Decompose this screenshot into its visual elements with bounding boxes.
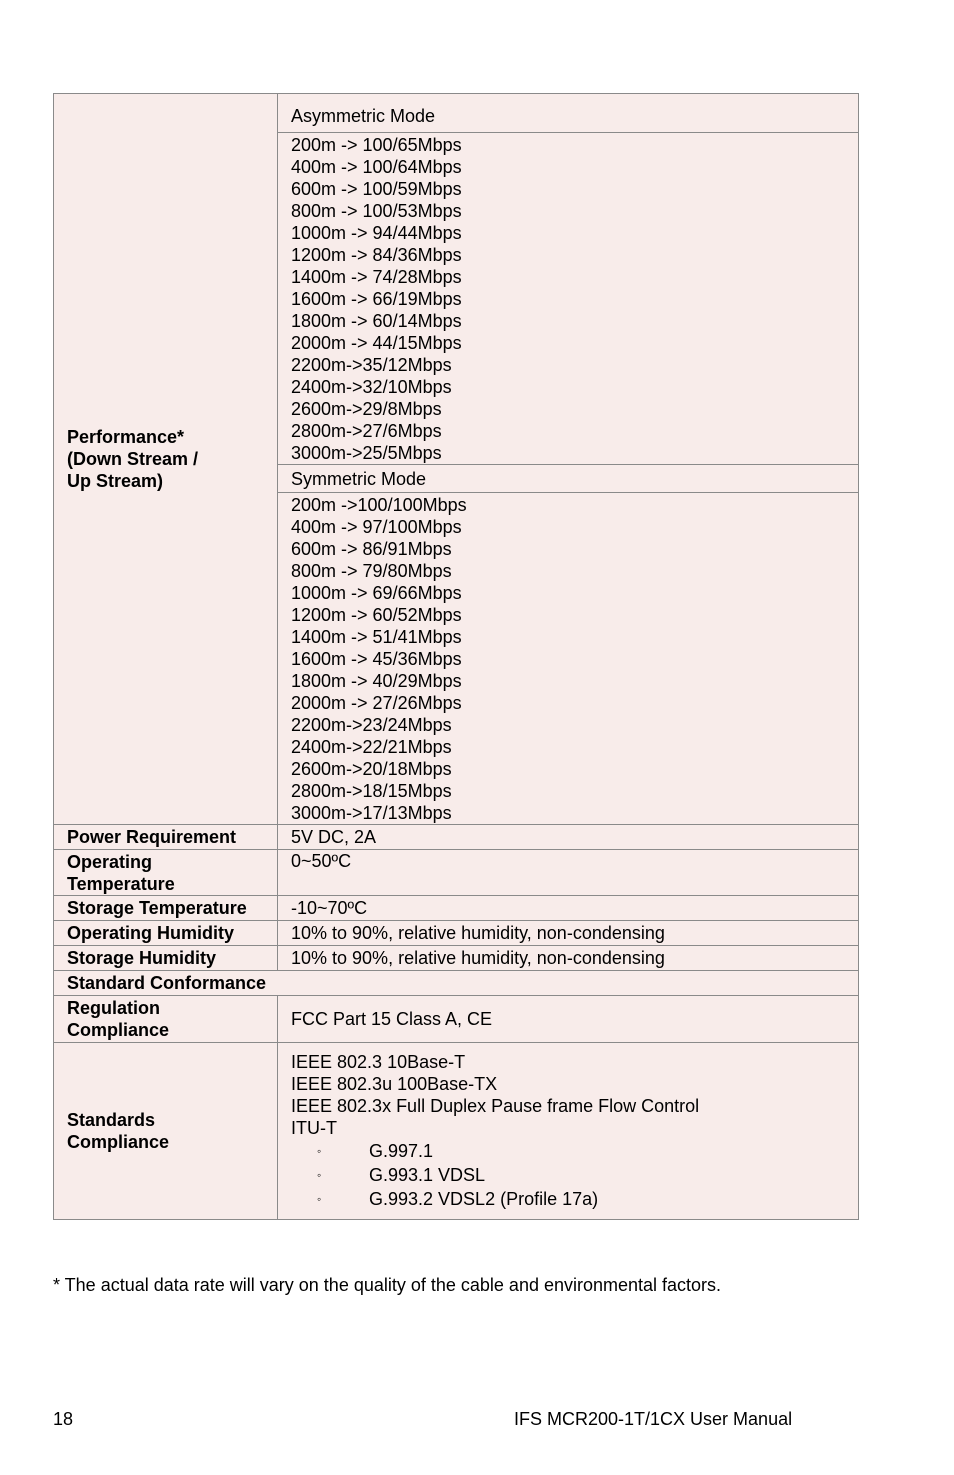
rate-line: 200m ->100/100Mbps <box>291 495 467 515</box>
rate-line: 2200m->23/24Mbps <box>291 715 452 735</box>
rate-line: 2600m->20/18Mbps <box>291 759 452 779</box>
regulation-label: Regulation Compliance <box>54 996 278 1043</box>
rate-line: 3000m->25/5Mbps <box>291 443 442 463</box>
rate-line: 1200m -> 84/36Mbps <box>291 245 462 265</box>
specifications-table <box>53 93 859 1220</box>
standards-value <box>278 1043 859 1220</box>
rate-line: 2000m -> 27/26Mbps <box>291 693 462 713</box>
operating-humidity-row <box>54 921 859 946</box>
storage-temperature-row <box>54 896 859 921</box>
standards-label: Standards Compliance <box>54 1043 278 1220</box>
rate-line: 600m -> 86/91Mbps <box>291 539 452 559</box>
bullet-icon: ◦ <box>317 1192 322 1206</box>
storage-humidity-value: 10% to 90%, relative humidity, non-condensing <box>278 946 859 971</box>
rate-line: 1600m -> 45/36Mbps <box>291 649 462 669</box>
rate-line: 600m -> 100/59Mbps <box>291 179 462 199</box>
rate-line: 3000m->17/13Mbps <box>291 803 452 823</box>
operating-temperature-row <box>54 850 859 896</box>
rate-line: 800m -> 100/53Mbps <box>291 201 462 221</box>
rate-line: 2000m -> 44/15Mbps <box>291 333 462 353</box>
standard-bullet: ◦ G.993.2 VDSL2 (Profile 17a) <box>317 1189 599 1209</box>
rate-line: 1400m -> 51/41Mbps <box>291 627 462 647</box>
rate-line: 2800m->18/15Mbps <box>291 781 452 801</box>
page-number: 18 <box>53 1409 74 1429</box>
standard-line: ITU-T <box>291 1118 337 1138</box>
storage-humidity-label: Storage Humidity <box>54 946 278 971</box>
rate-line: 2400m->32/10Mbps <box>291 377 452 397</box>
regulation-row <box>54 996 859 1043</box>
bullet-icon: ◦ <box>317 1168 322 1182</box>
storage-humidity-row <box>54 946 859 971</box>
rate-line: 400m -> 97/100Mbps <box>291 517 462 537</box>
standard-bullet: ◦ G.993.1 VDSL <box>317 1165 486 1185</box>
storage-temperature-value: -10~70ºC <box>278 896 859 921</box>
rate-line: 800m -> 79/80Mbps <box>291 561 452 581</box>
standard-conformance-heading: Standard Conformance <box>54 971 859 996</box>
power-value: 5V DC, 2A <box>278 825 859 850</box>
rate-line: 2800m->27/6Mbps <box>291 421 442 441</box>
rate-line: 1000m -> 94/44Mbps <box>291 223 462 243</box>
rate-line: 1800m -> 60/14Mbps <box>291 311 462 331</box>
rate-line: 400m -> 100/64Mbps <box>291 157 462 177</box>
operating-humidity-value: 10% to 90%, relative humidity, non-condensing <box>278 921 859 946</box>
standards-row <box>54 1043 859 1220</box>
power-label: Power Requirement <box>54 825 278 850</box>
rate-line: 1400m -> 74/28Mbps <box>291 267 462 287</box>
standard-line: IEEE 802.3u 100Base-TX <box>291 1074 498 1094</box>
power-row <box>54 825 859 850</box>
standard-line: IEEE 802.3x Full Duplex Pause frame Flow Control <box>291 1096 700 1116</box>
manual-title: IFS MCR200-1T/1CX User Manual <box>514 1409 793 1429</box>
asymmetric-rates <box>278 133 859 465</box>
operating-humidity-label: Operating Humidity <box>54 921 278 946</box>
symmetric-mode-title: Symmetric Mode <box>278 465 859 493</box>
regulation-value: FCC Part 15 Class A, CE <box>278 996 859 1043</box>
symmetric-rates <box>278 493 859 825</box>
operating-temperature-label: Operating Temperature <box>54 850 278 896</box>
rate-line: 2600m->29/8Mbps <box>291 399 442 419</box>
bullet-icon: ◦ <box>317 1144 322 1158</box>
rate-line: 200m -> 100/65Mbps <box>291 135 462 155</box>
asymmetric-mode-title: Asymmetric Mode <box>278 94 859 133</box>
rate-line: 1600m -> 66/19Mbps <box>291 289 462 309</box>
rate-line: 2200m->35/12Mbps <box>291 355 452 375</box>
standard-bullet: ◦ G.997.1 <box>317 1141 434 1161</box>
performance-label: Performance* (Down Stream / Up Stream) <box>54 94 278 825</box>
operating-temperature-value: 0~50ºC <box>278 850 859 896</box>
rate-line: 2400m->22/21Mbps <box>291 737 452 757</box>
storage-temperature-label: Storage Temperature <box>54 896 278 921</box>
rate-line: 1200m -> 60/52Mbps <box>291 605 462 625</box>
rate-line: 1800m -> 40/29Mbps <box>291 671 462 691</box>
standard-line: IEEE 802.3 10Base-T <box>291 1052 466 1072</box>
standard-conformance-row <box>54 971 859 996</box>
footnote: * The actual data rate will vary on the quality of the cable and environmental factors. <box>53 1275 722 1295</box>
rate-line: 1000m -> 69/66Mbps <box>291 583 462 603</box>
